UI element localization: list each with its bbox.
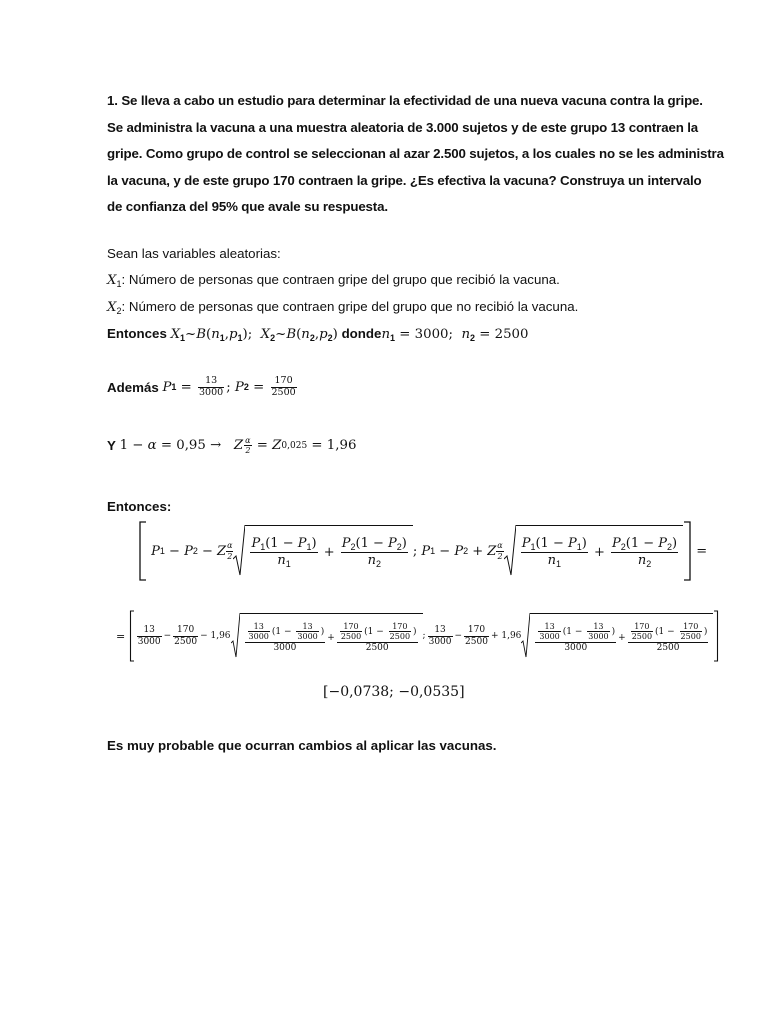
problem-line: de confianza del 95% que avale su respuesta. [107,199,388,214]
interval-substitution: = $\frac{13}{3000}$ − $\frac{170}{2500}$ − 1,96 $\frac{13}{3000}$ (1 − $\frac{13}{3000}$ ) 3000 + $\frac{170}{2500}$ (1 − $\frac{170}{2500}$ ) 2500 ; $\frac{13}{3000}$ − $\frac{170}{2500}$ + 1,96 $\frac{13}{3000}$ (1 − $\frac{13}{3000}$ ) 3000 + $\frac{170}{2500}$ (1 − $\frac{170}{2500}$ ) 2500 [116,610,719,662]
problem-line: Se administra la vacuna a una muestra aleatoria de 3.000 sujetos y de este grupo 13 contraen la [107,119,699,135]
variable-x1-definition: $X_1$: Número de personas que contraen gripe del grupo que recibió la vacuna. [107,272,560,289]
right-bracket [683,521,692,581]
y-label: Y [107,438,116,454]
problem-statement [107,88,724,221]
conclusion: Es muy probable que ocurran cambios al aplicar las vacunas. [107,738,497,753]
problem-line: gripe. Como grupo de control se seleccionan al azar 2.500 sujetos, a los cuales no se les administra [107,146,724,161]
interval-formula: P 1 − P 2 − Z $\frac{\alpha}{2}$ $\frac{P_1(1 - P_1)}{n_1}$ + $\frac{P_2(1 - P_2)}{n_2}$ ; P 1 − P 2 + Z $\frac{\alpha}{2}$ $\frac{P_1(1 - P_1)}{n_1}$ + $\frac{P_2(1 - P_2)}{n_2}$ = [138,521,707,581]
n2-value: 2500 [494,327,529,342]
problem-line: la vacuna, y de este grupo 170 contraen la gripe. ¿Es efectiva la vacuna? Construya un intervalo [107,172,702,188]
interval-result: [−0,0738; −0,0535] [323,684,465,700]
entonces-heading: Entonces: [107,499,172,514]
confidence-statement: Y 1 − α = 0,95 → Z $\frac{\alpha}{2}$ = Z 0,025 = 1,96 [107,436,357,456]
x1-text: : Número de personas que contraen gripe del grupo que recibió la vacuna. [121,272,560,287]
left-bracket [138,521,147,581]
p2-fraction: $\frac{170}{2500}$ [271,375,296,398]
problem-line: 1. Se lleva a cabo un estudio para determinar la efectividad de una nueva vacuna contra la gripe. [107,93,703,108]
distribution-statement: Entonces $X_1\sim B(n_1,p_1)$; $X_2\sim B(n_2,p_2)$ donden$_1$ = 3000; $n_2 = 2500$ [107,326,529,343]
variable-x2-definition: $X_2$: Número de personas que contraen gripe del grupo que no recibió la vacuna. [107,299,579,316]
z-value: 1,96 [326,438,357,454]
entonces-label: Entonces [107,326,167,341]
z-subscript: 0,025 [281,440,308,451]
confidence-value: 0,95 [176,438,206,454]
variables-intro: Sean las variables aleatorias: [107,246,281,261]
proportions-statement: Además P 1 = $\frac{13}{3000}$ ; P 2 = $\frac{170}{2500}$ [107,375,296,398]
ademas-label: Además [107,379,159,395]
p1-fraction: $\frac{13}{3000}$ [199,375,224,398]
x2-text: : Número de personas que contraen gripe del grupo que no recibió la vacuna. [121,299,579,314]
n1-value: 3000 [414,327,449,342]
donde-label: donde [341,326,382,341]
